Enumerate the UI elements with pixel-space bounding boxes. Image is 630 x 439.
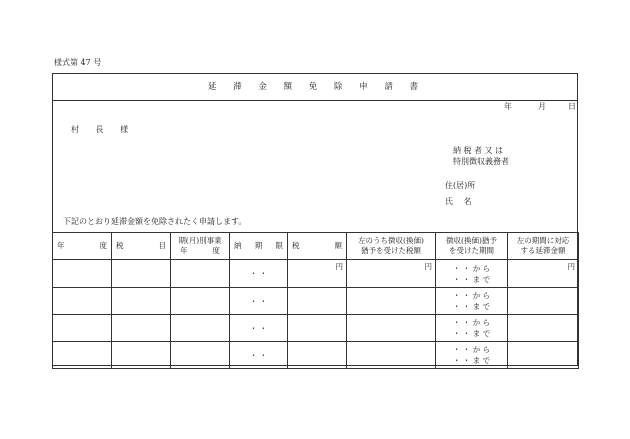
date-month-label: 月 <box>538 102 546 111</box>
cell-tax-amount[interactable] <box>288 342 347 369</box>
header-deferral-period: 徴収(換価)猶予 を受けた期間 <box>436 233 508 260</box>
cell-tax-item[interactable] <box>112 342 171 369</box>
cell-due-date[interactable]: ・ ・ <box>230 342 288 369</box>
table-row <box>53 315 579 342</box>
cell-corresponding-amount[interactable]: 円 <box>508 260 579 288</box>
cell-year[interactable] <box>53 288 112 315</box>
date-year-label: 年 <box>504 102 512 111</box>
header-business-year: 期(月)別事業 年 度 <box>171 233 230 260</box>
cell-corresponding-amount[interactable] <box>508 288 579 315</box>
cell-corresponding-amount[interactable] <box>508 342 579 369</box>
table-header-row <box>53 233 579 260</box>
cell-due-date[interactable]: ・ ・ <box>230 288 288 315</box>
cell-deferral-period[interactable]: ・ ・ か ら ・ ・ ま で <box>436 260 508 288</box>
table-row <box>53 260 579 288</box>
cell-business-year[interactable] <box>171 288 230 315</box>
cell-deferred-amount[interactable]: 円 <box>347 260 436 288</box>
cell-deferred-amount[interactable] <box>347 342 436 369</box>
header-deferred-amount: 左のうち徴収(換価) 猶予を受けた税額 <box>347 233 436 260</box>
table-row <box>53 342 579 369</box>
header-tax-item: 税 目 <box>112 233 171 260</box>
cell-deferral-period[interactable]: ・ ・ か ら ・ ・ ま で <box>436 342 508 369</box>
cell-tax-item[interactable] <box>112 260 171 288</box>
request-statement: 下記のとおり延滞金額を免除されたく申請します。 <box>63 217 247 226</box>
header-year: 年 度 <box>53 233 112 260</box>
deferral-table <box>52 232 579 369</box>
taxpayer-label <box>453 145 509 167</box>
header-due-date: 納 期 限 <box>230 233 288 260</box>
cell-due-date[interactable]: ・ ・ <box>230 315 288 342</box>
cell-deferral-period[interactable]: ・ ・ か ら ・ ・ ま で <box>436 288 508 315</box>
cell-deferred-amount[interactable] <box>347 315 436 342</box>
table-body <box>53 260 579 369</box>
cell-tax-item[interactable] <box>112 315 171 342</box>
date-day-label: 日 <box>568 102 576 111</box>
cell-deferred-amount[interactable] <box>347 288 436 315</box>
taxpayer-label-line-1: 納 税 者 又 は <box>453 146 504 155</box>
name-label: 氏 名 <box>445 197 472 206</box>
cell-year[interactable] <box>53 342 112 369</box>
cell-due-date[interactable]: ・ ・ <box>230 260 288 288</box>
addressee: 村 長 様 <box>71 125 129 134</box>
taxpayer-label-line-2: 特別徴収義務者 <box>453 157 509 166</box>
cell-business-year[interactable] <box>171 260 230 288</box>
header-tax-amount: 税 額 <box>288 233 347 260</box>
cell-tax-amount[interactable] <box>288 288 347 315</box>
cell-year[interactable] <box>53 315 112 342</box>
cell-tax-amount[interactable] <box>288 315 347 342</box>
table-row <box>53 288 579 315</box>
address-label: 住(居)所 <box>445 181 476 190</box>
form-number: 様式第 47 号 <box>54 58 102 67</box>
form-title: 延 滞 金 額 免 除 申 請 書 <box>53 74 577 101</box>
header-corresponding-amount: 左の期間に対応 する延滞金額 <box>508 233 579 260</box>
cell-business-year[interactable] <box>171 342 230 369</box>
cell-corresponding-amount[interactable] <box>508 315 579 342</box>
application-form <box>52 73 578 366</box>
cell-tax-amount[interactable]: 円 <box>288 260 347 288</box>
cell-deferral-period[interactable]: ・ ・ か ら ・ ・ ま で <box>436 315 508 342</box>
cell-business-year[interactable] <box>171 315 230 342</box>
cell-tax-item[interactable] <box>112 288 171 315</box>
cell-year[interactable] <box>53 260 112 288</box>
